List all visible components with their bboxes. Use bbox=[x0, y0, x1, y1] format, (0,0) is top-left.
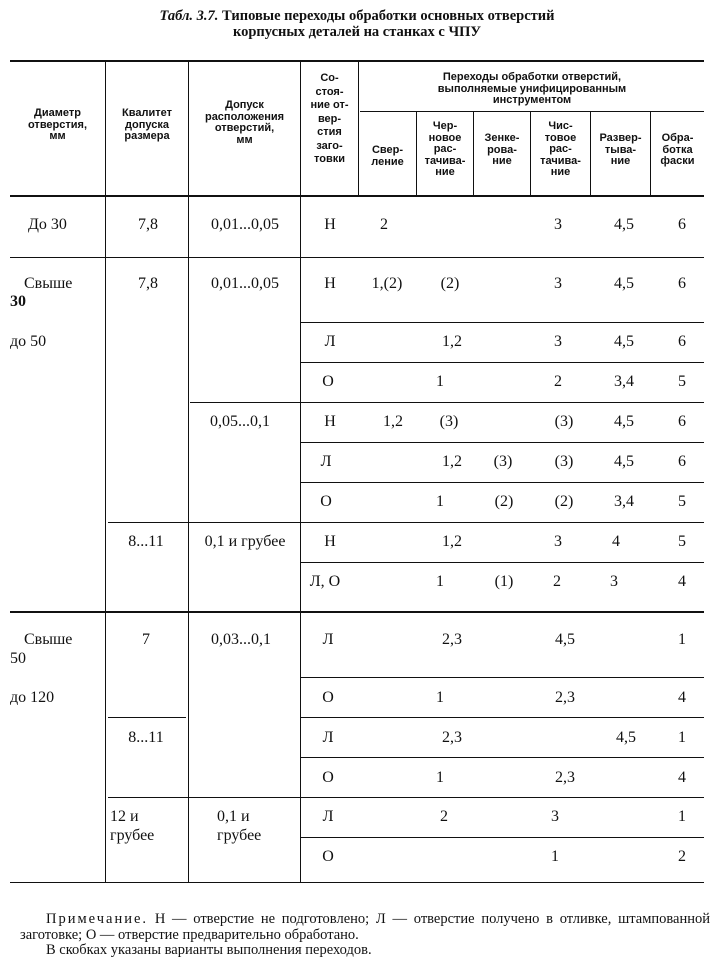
cell-finish-boring: 4,5 bbox=[555, 631, 575, 648]
cell-chamfering: 6 bbox=[678, 216, 686, 233]
cell-tolerance: 0,1 и грубее bbox=[204, 533, 286, 550]
header-diameter: Диаметр отверстия, мм bbox=[27, 107, 88, 142]
cell-finish-boring: 3 bbox=[554, 216, 562, 233]
row-rule bbox=[108, 522, 704, 523]
cell-drilling: 1,2 bbox=[383, 413, 403, 430]
row-rule bbox=[300, 677, 704, 678]
cell-rough-boring: 1 bbox=[436, 373, 444, 390]
row-rule bbox=[300, 717, 704, 718]
cell-finish-boring: 2,3 bbox=[555, 689, 575, 706]
cell-chamfering: 4 bbox=[678, 689, 686, 706]
cell-rough-boring: (3) bbox=[439, 413, 459, 430]
note-text: Н — отверстие не подготовлено; Л — отверстие получено в отливке, штампованной заготовке; О — отверстие предварительно обработано. bbox=[20, 911, 711, 943]
cell-reaming: 3,4 bbox=[614, 373, 634, 390]
cell-state: Н bbox=[324, 216, 336, 233]
row-rule bbox=[300, 757, 704, 758]
cell-quality: 7,8 bbox=[138, 216, 158, 233]
cell-rough-boring: 1 bbox=[436, 493, 444, 510]
table-number: Табл. 3.7. bbox=[159, 8, 219, 24]
cell-reaming: 3 bbox=[610, 573, 618, 590]
cell-state: Л bbox=[322, 631, 334, 648]
header-chamfering: Обра- ботка фаски bbox=[660, 132, 695, 167]
col-rule bbox=[300, 258, 301, 611]
table-top-rule bbox=[10, 60, 704, 62]
cell-chamfering: 5 bbox=[678, 533, 686, 550]
cell-rough-boring: 1 bbox=[436, 769, 444, 786]
section-rule bbox=[10, 611, 704, 613]
header-countersinking: Зенке- рова- ние bbox=[484, 132, 520, 167]
cell-finish-boring: (2) bbox=[554, 493, 574, 510]
cell-rough-boring: 1,2 bbox=[442, 333, 462, 350]
cell-countersinking: (1) bbox=[494, 573, 514, 590]
title-line-1: Типовые переходы обработки основных отверстий bbox=[222, 8, 555, 24]
row-rule bbox=[300, 837, 704, 838]
cell-quality: 8...11 bbox=[128, 729, 164, 746]
row-rule bbox=[300, 442, 704, 443]
cell-state: Л, О bbox=[309, 573, 341, 590]
header-rough-boring: Чер- новое рас- тачива- ние bbox=[424, 120, 466, 178]
cell-quality: 7 bbox=[142, 631, 150, 648]
header-tolerance: Допуск расположения отверстий, мм bbox=[204, 99, 285, 146]
col-rule bbox=[188, 197, 189, 257]
note-text-2: В скобках указаны варианты выполнения переходов. bbox=[46, 942, 372, 958]
cell-rough-boring: 1 bbox=[436, 573, 444, 590]
row-rule bbox=[300, 482, 704, 483]
header-drilling: Свер- ление bbox=[371, 144, 404, 168]
cell-quality: 12 и bbox=[110, 808, 139, 825]
cell-state: Л bbox=[324, 333, 336, 350]
cell-finish-boring: 2,3 bbox=[555, 769, 575, 786]
row-rule bbox=[190, 402, 704, 403]
cell-reaming: 4,5 bbox=[616, 729, 636, 746]
cell-tolerance: 0,1 и bbox=[217, 808, 250, 825]
cell-drilling: 1,(2) bbox=[371, 275, 403, 292]
row-rule bbox=[108, 797, 704, 798]
cell-state: О bbox=[322, 689, 334, 706]
cell-reaming: 3,4 bbox=[614, 493, 634, 510]
cell-finish-boring: 1 bbox=[551, 848, 559, 865]
cell-rough-boring: 2 bbox=[440, 808, 448, 825]
cell-rough-boring: 2,3 bbox=[442, 631, 462, 648]
col-rule bbox=[105, 613, 106, 882]
cell-diameter-value: 30 bbox=[10, 293, 26, 310]
cell-rough-boring: 1,2 bbox=[442, 453, 462, 470]
cell-chamfering: 5 bbox=[678, 373, 686, 390]
cell-diameter: Свыше bbox=[24, 275, 73, 292]
cell-quality: 7,8 bbox=[138, 275, 158, 292]
header-finish-boring: Чис- товое рас- тачива- ние bbox=[540, 120, 581, 178]
cell-reaming: 4 bbox=[612, 533, 620, 550]
row-rule bbox=[10, 257, 704, 258]
cell-diameter: до 120 bbox=[10, 689, 55, 706]
col-rule bbox=[300, 613, 301, 882]
cell-finish-boring: 3 bbox=[554, 333, 562, 350]
cell-reaming: 4,5 bbox=[614, 275, 634, 292]
cell-quality-continued: грубее bbox=[110, 827, 155, 844]
cell-chamfering: 1 bbox=[678, 808, 686, 825]
header-group: Переходы обработки отверстий, выполняемые унифицированным инструментом bbox=[437, 71, 627, 106]
row-rule bbox=[108, 717, 186, 718]
cell-chamfering: 6 bbox=[678, 275, 686, 292]
cell-finish-boring: (3) bbox=[554, 413, 574, 430]
cell-rough-boring: (2) bbox=[440, 275, 460, 292]
cell-diameter: Свыше bbox=[24, 631, 73, 648]
cell-tolerance: 0,01...0,05 bbox=[211, 275, 279, 292]
col-rule bbox=[188, 258, 189, 611]
cell-chamfering: 6 bbox=[678, 453, 686, 470]
cell-state: Л bbox=[320, 453, 332, 470]
cell-chamfering: 4 bbox=[678, 573, 686, 590]
cell-finish-boring: 3 bbox=[554, 275, 562, 292]
cell-diameter-value: 50 bbox=[10, 650, 26, 667]
cell-chamfering: 5 bbox=[678, 493, 686, 510]
cell-finish-boring: (3) bbox=[554, 453, 574, 470]
cell-state: Л bbox=[322, 808, 334, 825]
col-rule bbox=[358, 62, 359, 195]
cell-chamfering: 4 bbox=[678, 769, 686, 786]
cell-rough-boring: 1 bbox=[436, 689, 444, 706]
col-rule bbox=[105, 197, 106, 257]
cell-state: Н bbox=[324, 275, 336, 292]
cell-tolerance-continued: грубее bbox=[217, 827, 262, 844]
row-rule bbox=[300, 322, 704, 323]
cell-quality: 8...11 bbox=[128, 533, 164, 550]
table-title bbox=[0, 8, 714, 40]
cell-state: Н bbox=[324, 533, 336, 550]
row-rule bbox=[300, 362, 704, 363]
col-rule bbox=[105, 258, 106, 611]
header-quality: Квалитет допуска размера bbox=[122, 107, 172, 142]
cell-state: О bbox=[322, 848, 334, 865]
cell-diameter: До 30 bbox=[28, 216, 67, 233]
cell-finish-boring: 2 bbox=[553, 573, 561, 590]
cell-countersinking: (2) bbox=[494, 493, 514, 510]
cell-tolerance: 0,03...0,1 bbox=[211, 631, 271, 648]
cell-reaming: 4,5 bbox=[614, 333, 634, 350]
cell-finish-boring: 3 bbox=[554, 533, 562, 550]
col-rule bbox=[188, 613, 189, 882]
header-bottom-rule bbox=[10, 195, 704, 197]
cell-reaming: 4,5 bbox=[614, 413, 634, 430]
cell-chamfering: 2 bbox=[678, 848, 686, 865]
cell-chamfering: 1 bbox=[678, 631, 686, 648]
table-note bbox=[20, 912, 710, 959]
cell-finish-boring: 3 bbox=[551, 808, 559, 825]
cell-reaming: 4,5 bbox=[614, 216, 634, 233]
cell-countersinking: (3) bbox=[493, 453, 513, 470]
cell-tolerance: 0,01...0,05 bbox=[211, 216, 279, 233]
cell-finish-boring: 2 bbox=[554, 373, 562, 390]
title-line-2: корпусных деталей на станках с ЧПУ bbox=[232, 24, 482, 40]
cell-chamfering: 1 bbox=[678, 729, 686, 746]
cell-chamfering: 6 bbox=[678, 333, 686, 350]
col-rule bbox=[300, 197, 301, 257]
cell-state: Н bbox=[324, 413, 336, 430]
header-state: Со- стоя- ние от- вер- стия заго- товки bbox=[310, 72, 349, 165]
cell-reaming: 4,5 bbox=[614, 453, 634, 470]
row-rule bbox=[300, 562, 704, 563]
cell-tolerance: 0,05...0,1 bbox=[210, 413, 270, 430]
cell-state: О bbox=[322, 373, 334, 390]
cell-rough-boring: 2,3 bbox=[442, 729, 462, 746]
cell-state: О bbox=[320, 493, 332, 510]
cell-chamfering: 6 bbox=[678, 413, 686, 430]
note-word: Примечание. bbox=[46, 911, 149, 927]
table-bottom-rule bbox=[10, 882, 704, 883]
cell-rough-boring: 1,2 bbox=[442, 533, 462, 550]
cell-diameter: до 50 bbox=[10, 333, 47, 350]
cell-drilling: 2 bbox=[380, 216, 388, 233]
cell-state: О bbox=[322, 769, 334, 786]
cell-state: Л bbox=[322, 729, 334, 746]
group-header-rule bbox=[360, 111, 704, 112]
header-reaming: Развер- тыва- ние bbox=[599, 132, 642, 167]
